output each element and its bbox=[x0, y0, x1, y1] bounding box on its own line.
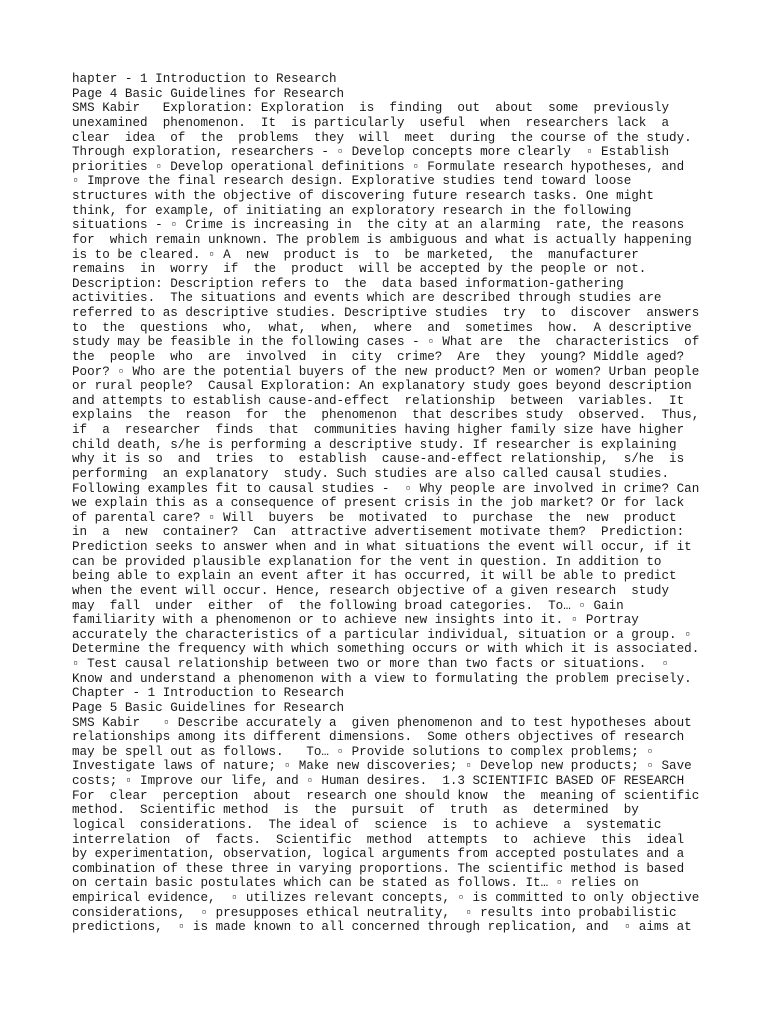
text-line: child death, s/he is performing a descriptive study. If researcher is explaining bbox=[72, 437, 677, 452]
text-line: referred to as descriptive studies. Descriptive studies try to discover answers bbox=[72, 306, 700, 320]
text-line: Investigate laws of nature; ▫ Make new discoveries; ▫ Develop new products; ▫ Save bbox=[72, 759, 692, 774]
text-line: Chapter - 1 Introduction to Research bbox=[72, 686, 345, 701]
text-line: activities. The situations and events which are described through studies are bbox=[72, 291, 662, 306]
text-line: structures with the objective of discovering future research tasks. One might bbox=[72, 189, 654, 203]
text-line: being able to explain an event after it has occurred, it will be able to predict bbox=[72, 569, 677, 584]
text-line: Page 5 Basic Guidelines for Research bbox=[72, 700, 345, 715]
text-line: study may be feasible in the following cases - ▫ What are the characteristics of bbox=[72, 335, 700, 350]
text-line: Page 4 Basic Guidelines for Research bbox=[72, 86, 345, 101]
text-line: can be provided plausible explanation for the vent in question. In addition to bbox=[72, 554, 662, 569]
text-line: may fall under either of the following broad categories. To… ▫ Gain bbox=[72, 598, 624, 613]
text-line: when the event will occur. Hence, research objective of a given research study bbox=[72, 583, 670, 598]
text-line: the people who are involved in city crime? Are they young? Middle aged? bbox=[72, 349, 685, 364]
text-line: to the questions who, what, when, where and sometimes how. A descriptive bbox=[72, 320, 692, 335]
text-line: costs; ▫ Improve our life, and ▫ Human desires. 1.3 SCIENTIFIC BASED OF RESEARCH bbox=[72, 774, 685, 788]
text-line: logical considerations. The ideal of science is to achieve a systematic bbox=[72, 817, 662, 832]
document-body-text bbox=[72, 72, 702, 935]
text-line: of parental care? ▫ Will buyers be motivated to purchase the new product bbox=[72, 510, 677, 525]
text-line: clear idea of the problems they will meet during the course of the study. bbox=[72, 130, 692, 145]
text-line: if a researcher finds that communities having higher family size have higher bbox=[72, 423, 685, 437]
text-line: for which remain unknown. The problem is ambiguous and what is actually happening bbox=[72, 232, 692, 247]
text-line: SMS Kabir Exploration: Exploration is finding out about some previously bbox=[72, 101, 670, 116]
text-line: and attempts to establish cause-and-effect relationship between variables. It bbox=[72, 393, 685, 408]
text-line: method. Scientific method is the pursuit of truth as determined by bbox=[72, 803, 639, 818]
text-line: may be spell out as follows. To… ▫ Provide solutions to complex problems; ▫ bbox=[72, 744, 654, 759]
text-line: in a new container? Can attractive advertisement motivate them? Prediction: bbox=[72, 525, 685, 540]
text-line: unexamined phenomenon. It is particularly useful when researchers lack a bbox=[72, 115, 670, 130]
text-line: performing an explanatory study. Such studies are also called causal studies. bbox=[72, 466, 670, 481]
text-line: on certain basic postulates which can be stated as follows. It… ▫ relies on bbox=[72, 876, 639, 891]
text-line: accurately the characteristics of a particular individual, situation or a group. ▫ bbox=[72, 627, 692, 642]
text-line: think, for example, of initiating an exploratory research in the following bbox=[72, 203, 632, 218]
text-line: we explain this as a consequence of present crisis in the job market? Or for lack bbox=[72, 496, 685, 511]
text-line: For clear perception about research one should know the meaning of scientific bbox=[72, 788, 700, 803]
text-line: considerations, ▫ presupposes ethical neutrality, ▫ results into probabilistic bbox=[72, 905, 677, 920]
text-line: situations - ▫ Crime is increasing in the city at an alarming rate, the reasons bbox=[72, 218, 685, 233]
text-line: or rural people? Causal Exploration: An explanatory study goes beyond description bbox=[72, 379, 692, 394]
text-line: empirical evidence, ▫ utilizes relevant concepts, ▫ is committed to only objective bbox=[72, 891, 700, 905]
text-line: relationships among its different dimensions. Some others objectives of research bbox=[72, 730, 685, 745]
text-line: interrelation of facts. Scientific method attempts to achieve this ideal bbox=[72, 832, 685, 847]
text-line: hapter - 1 Introduction to Research bbox=[72, 72, 337, 86]
text-line: ▫ Improve the final research design. Explorative studies tend toward loose bbox=[72, 174, 632, 189]
text-line: ▫ Test causal relationship between two or more than two facts or situations. ▫ bbox=[72, 657, 670, 671]
text-line: Description: Description refers to the data based information-gathering bbox=[72, 276, 624, 291]
text-line: Through exploration, researchers - ▫ Develop concepts more clearly ▫ Establish bbox=[72, 145, 670, 160]
text-line: familiarity with a phenomenon or to achieve new insights into it. ▫ Portray bbox=[72, 613, 639, 628]
text-line: Know and understand a phenomenon with a view to formulating the problem precisely. bbox=[72, 671, 692, 686]
text-line: Following examples fit to causal studies - ▫ Why people are involved in crime? Can bbox=[72, 481, 700, 496]
text-line: priorities ▫ Develop operational definitions ▫ Formulate research hypotheses, and bbox=[72, 159, 685, 174]
text-line: Determine the frequency with which something occurs or with which it is associated. bbox=[72, 642, 700, 657]
text-line: explains the reason for the phenomenon that describes study observed. Thus, bbox=[72, 408, 700, 423]
text-line: Poor? ▫ Who are the potential buyers of the new product? Men or women? Urban people bbox=[72, 364, 700, 379]
text-line: remains in worry if the product will be accepted by the people or not. bbox=[72, 262, 647, 277]
text-line: predictions, ▫ is made known to all concerned through replication, and ▫ aims at bbox=[72, 920, 692, 935]
text-line: why it is so and tries to establish cause-and-effect relationship, s/he is bbox=[72, 452, 685, 467]
text-line: combination of these three in varying proportions. The scientific method is based bbox=[72, 861, 685, 876]
text-line: Prediction seeks to answer when and in what situations the event will occur, if it bbox=[72, 540, 692, 554]
text-line: by experimentation, observation, logical arguments from accepted postulates and a bbox=[72, 847, 685, 862]
text-line: SMS Kabir ▫ Describe accurately a given phenomenon and to test hypotheses about bbox=[72, 715, 692, 730]
text-line: is to be cleared. ▫ A new product is to be marketed, the manufacturer bbox=[72, 247, 639, 262]
